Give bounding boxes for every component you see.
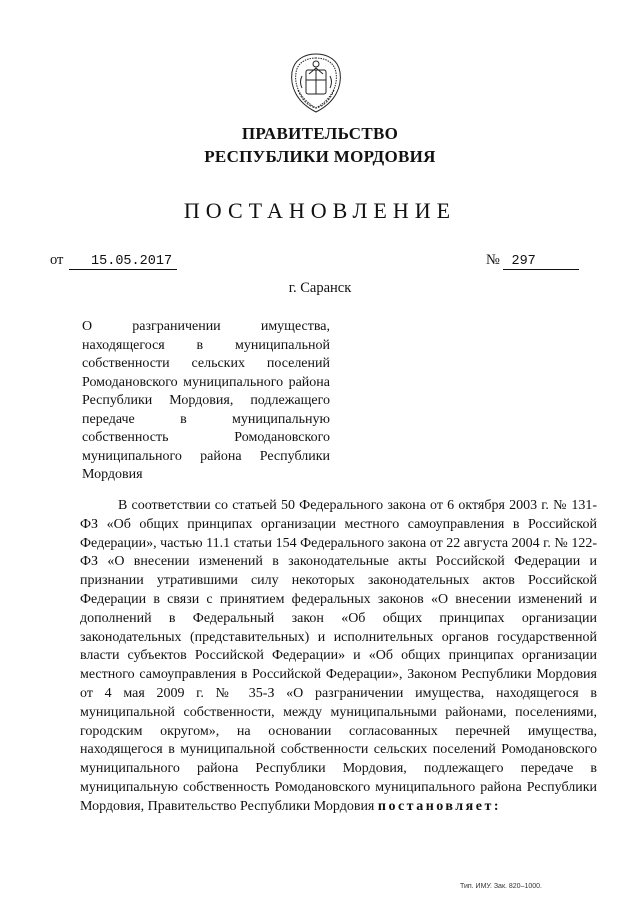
number-value: 297 — [503, 254, 579, 270]
print-mark: Тип. ИМУ. Зак. 820–1000. — [460, 883, 542, 890]
document-type: ПОСТАНОВЛЕНИЕ — [183, 198, 457, 223]
coat-of-arms-icon — [284, 50, 348, 116]
resolution-body — [80, 497, 597, 817]
number-label: № — [486, 252, 500, 268]
organization-name-line2: РЕСПУБЛИКИ МОРДОВИЯ — [204, 147, 436, 166]
number-line — [486, 252, 579, 270]
date-line — [50, 252, 177, 270]
city: г. Саранск — [288, 280, 352, 296]
date-label: от — [50, 252, 64, 268]
body-text: В соответствии со статьей 50 Федерального закона от 6 октября 2003 г. № 131-ФЗ «Об общих принципах организации местного самоуправления в Российской Федерации», частью 11.1 статьи 154 Федерального закона от 22 августа 2004 г. № 122-ФЗ «О внесении изменений в законодательные акты Российской Федерации и признании утратившими силу некоторых законодательных актов Российской Федерации в связи с принятием федеральных законов «О внесении изменений и дополнений в Федеральный закон «Об общих принципах организации законодательных (представительных) и исполнительных органов государственной власти субъектов Российской Федерации» и «Об общих принципах организации местного самоуправления в Российской Федерации», Законом Республики Мордовия от 4 мая 2009 г. № 35-З «О разграничении имущества, находящегося в муниципальной собственности, между муниципальными районами, поселениями, городским округом», на основании согласованных перечней имущества, находящегося в муниципальной собственности сельских поселений Ромодановского муниципального района Республики Мордовия, подлежащего передаче в муниципальную собственность Ромодановского муниципального района Республики Мордовия, Правительство Республики Мордовия — [80, 498, 597, 814]
date-value: 15.05.2017 — [69, 254, 177, 270]
decree-word: постановляет: — [377, 798, 501, 814]
organization-name-line1: ПРАВИТЕЛЬСТВО — [241, 124, 399, 143]
resolution-title: О разграничении имущества, находящегося в муниципальной собственности сельских поселений Ромодановского муниципального района Республики Мордовия, подлежащего передаче в муниципальную собственность Ромодановского муниципального района Республики Мордовия — [82, 319, 330, 482]
